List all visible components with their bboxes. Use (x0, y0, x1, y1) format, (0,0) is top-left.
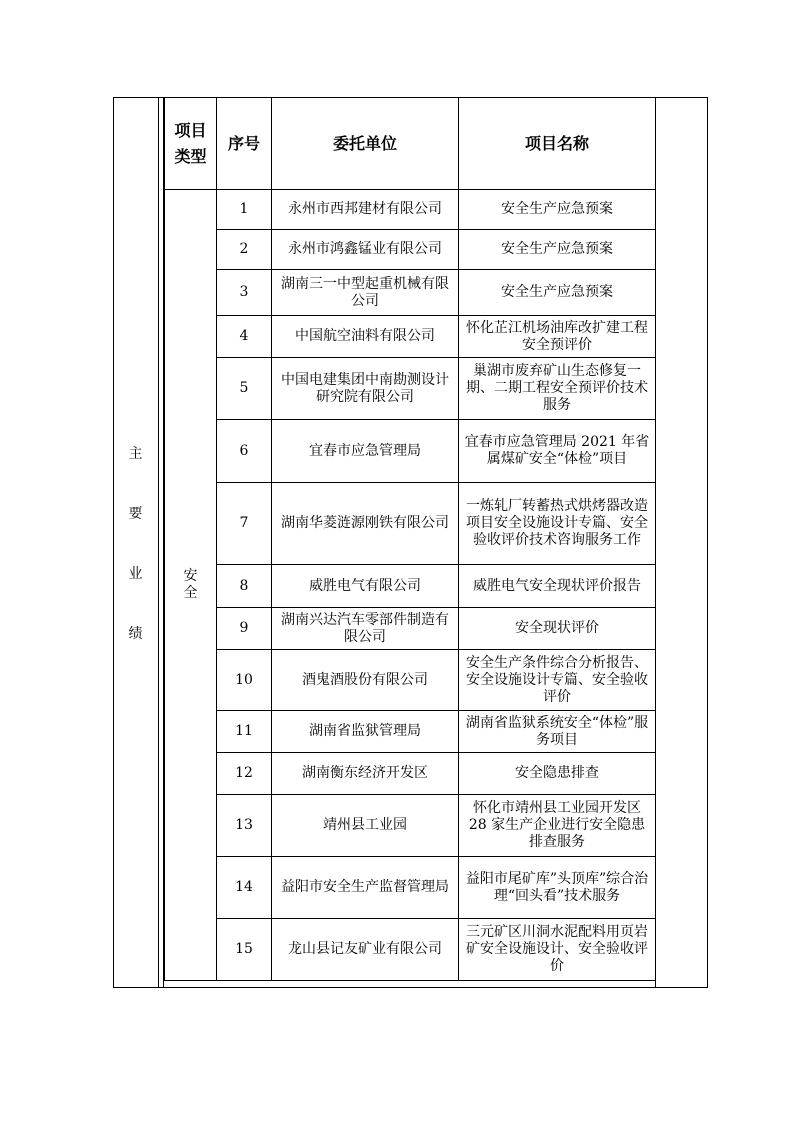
seq-cell: 1 (217, 190, 272, 230)
seq-cell: 11 (217, 711, 272, 753)
project-cell: 湖南省监狱系统安全“体检”服务项目 (459, 711, 656, 753)
client-cell: 中国电建集团中南勘测设计研究院有限公司 (272, 358, 459, 420)
project-cell: 巢湖市废弃矿山生态修复一期、二期工程安全预评价技术服务 (459, 358, 656, 420)
table-row (165, 358, 656, 420)
seq-cell: 14 (217, 857, 272, 919)
side-label-char: 主 (128, 445, 143, 462)
table-body (165, 190, 656, 981)
side-label-main-achievements (129, 443, 143, 643)
project-cell: 安全生产应急预案 (459, 190, 656, 230)
client-cell: 宜春市应急管理局 (272, 420, 459, 483)
table-row (165, 190, 656, 230)
project-cell: 一炼轧厂转蓄热式烘烤器改造项目安全设施设计专篇、安全验收评价技术咨询服务工作 (459, 483, 656, 565)
header-project-name: 项目名称 (459, 98, 656, 190)
seq-cell: 4 (217, 316, 272, 358)
project-cell: 安全隐患排查 (459, 753, 656, 795)
project-cell: 威胜电气安全现状评价报告 (459, 565, 656, 608)
table-row (165, 565, 656, 608)
side-column (113, 97, 159, 988)
client-cell: 湖南省监狱管理局 (272, 711, 459, 753)
seq-cell: 2 (217, 230, 272, 270)
project-cell: 怀化芷江机场油库改扩建工程安全预评价 (459, 316, 656, 358)
table-row (165, 483, 656, 565)
client-cell: 湖南三一中型起重机械有限公司 (272, 270, 459, 316)
seq-cell: 10 (217, 650, 272, 711)
client-cell: 中国航空油料有限公司 (272, 316, 459, 358)
table-row (165, 270, 656, 316)
seq-cell: 15 (217, 919, 272, 981)
seq-cell: 6 (217, 420, 272, 483)
table-row (165, 753, 656, 795)
project-cell: 益阳市尾矿库”头顶库”综合治理“回头看”技术服务 (459, 857, 656, 919)
table-header-row (165, 98, 656, 190)
client-cell: 湖南华菱涟源刚铁有限公司 (272, 483, 459, 565)
client-cell: 靖州县工业园 (272, 795, 459, 857)
seq-cell: 9 (217, 608, 272, 650)
header-client: 委托单位 (272, 98, 459, 190)
table-row (165, 857, 656, 919)
table-row (165, 650, 656, 711)
table-row (165, 608, 656, 650)
side-label-char: 绩 (128, 625, 143, 642)
project-cell: 安全生产应急预案 (459, 230, 656, 270)
category-cell-safety: 安 全 (165, 190, 217, 981)
achievements-table (164, 97, 656, 981)
seq-cell: 12 (217, 753, 272, 795)
table-row (165, 795, 656, 857)
project-cell: 安全现状评价 (459, 608, 656, 650)
seq-cell: 7 (217, 483, 272, 565)
client-cell: 永州市鸿鑫锰业有限公司 (272, 230, 459, 270)
seq-cell: 8 (217, 565, 272, 608)
table-row (165, 230, 656, 270)
header-seq: 序号 (217, 98, 272, 190)
project-cell: 三元矿区川洞水泥配料用页岩矿安全设施设计、安全验收评价 (459, 919, 656, 981)
seq-cell: 5 (217, 358, 272, 420)
client-cell: 酒鬼酒股份有限公司 (272, 650, 459, 711)
project-cell: 怀化市靖州县工业园开发区 28 家生产企业进行安全隐患排查服务 (459, 795, 656, 857)
client-cell: 湖南衡东经济开发区 (272, 753, 459, 795)
project-cell: 宜春市应急管理局 2021 年省属煤矿安全“体检”项目 (459, 420, 656, 483)
header-project-type: 项目 类型 (165, 98, 217, 190)
client-cell: 湖南兴达汽车零部件制造有限公司 (272, 608, 459, 650)
side-label-char: 要 (128, 505, 143, 522)
seq-cell: 3 (217, 270, 272, 316)
client-cell: 永州市西邦建材有限公司 (272, 190, 459, 230)
side-label-char: 业 (128, 565, 143, 582)
client-cell: 龙山县记友矿业有限公司 (272, 919, 459, 981)
table-row (165, 420, 656, 483)
project-cell: 安全生产应急预案 (459, 270, 656, 316)
table-row (165, 919, 656, 981)
table-row (165, 711, 656, 753)
client-cell: 益阳市安全生产监督管理局 (272, 857, 459, 919)
table-row (165, 316, 656, 358)
seq-cell: 13 (217, 795, 272, 857)
project-cell: 安全生产条件综合分析报告、安全设施设计专篇、安全验收评价 (459, 650, 656, 711)
client-cell: 威胜电气有限公司 (272, 565, 459, 608)
